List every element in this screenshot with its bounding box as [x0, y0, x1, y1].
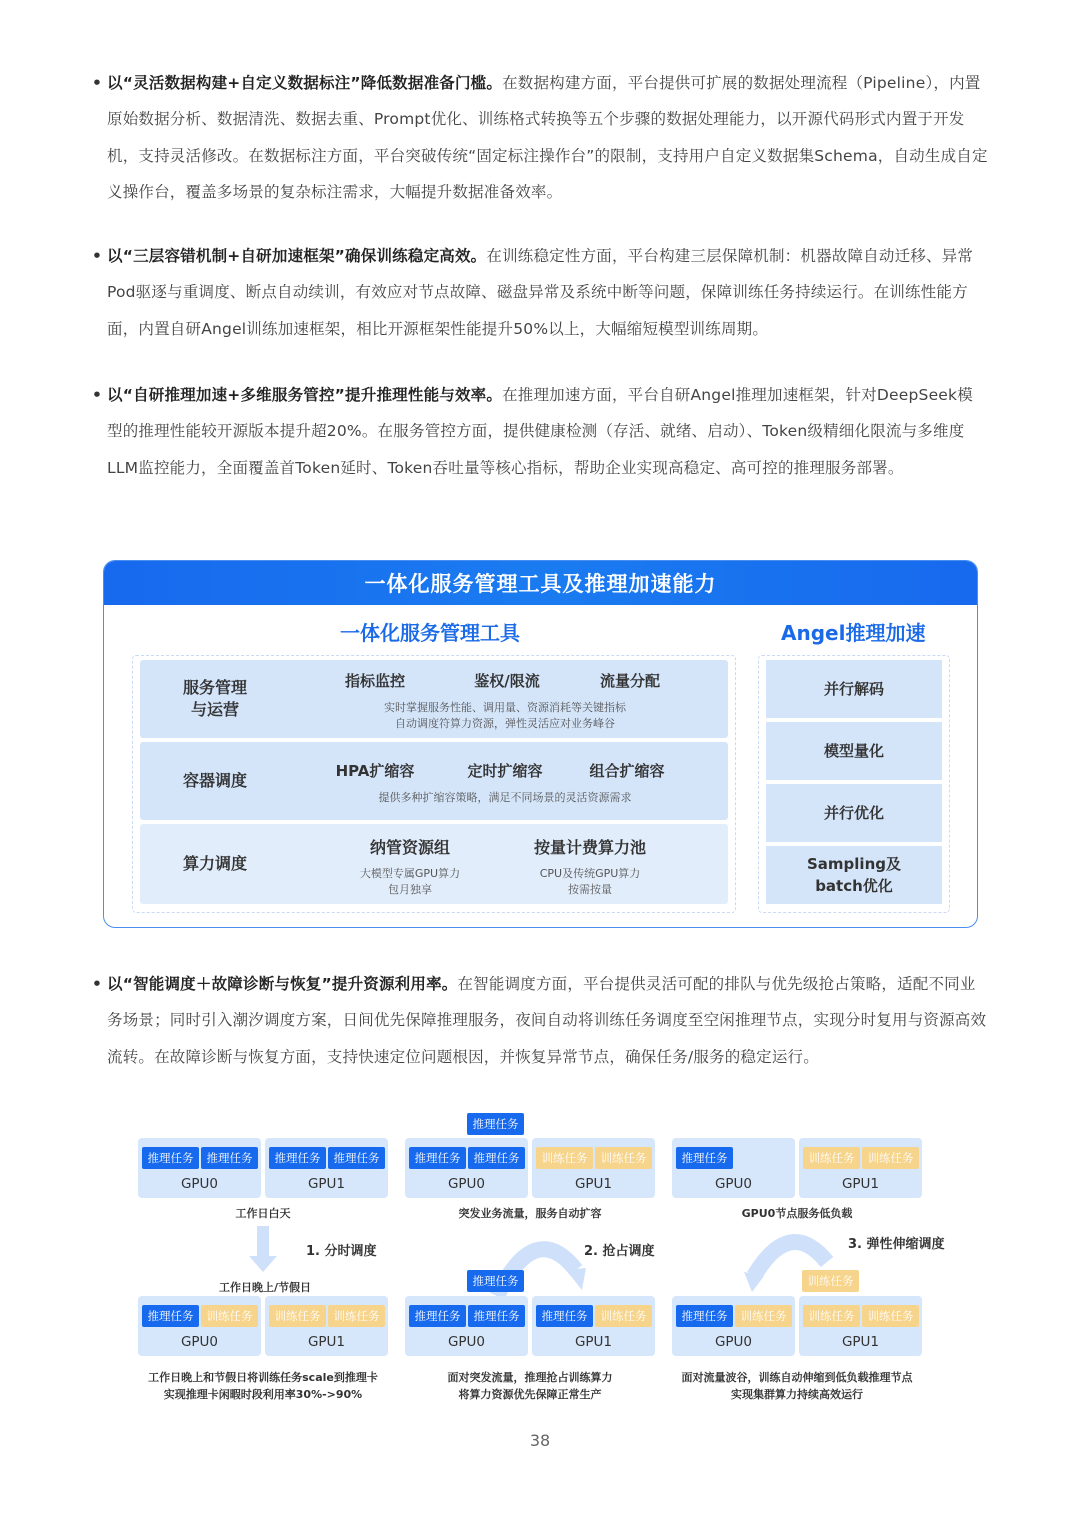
task-inference: 推理任务 — [328, 1147, 385, 1169]
task-inference: 推理任务 — [142, 1147, 199, 1169]
task-training: 训练任务 — [595, 1147, 652, 1169]
caption-line: 实现集群算力持续高效运行 — [731, 1388, 863, 1401]
row-desc: 包月独享 — [388, 883, 432, 896]
task-training: 训练任务 — [201, 1305, 258, 1327]
gpu-card — [265, 1296, 388, 1356]
paragraph-heading: 以“灵活数据构建+自定义数据标注”降低数据准备门槛。 — [107, 74, 503, 92]
task-training: 训练任务 — [269, 1305, 326, 1327]
diagram-title: 一体化服务管理工具及推理加速能力 — [104, 561, 977, 605]
gpu-label: GPU0 — [180, 1334, 219, 1350]
gpu-card — [265, 1138, 388, 1198]
row-item: 指标监控 — [344, 672, 405, 690]
row-container-scheduling — [140, 742, 728, 820]
row-desc: 提供多种扩缩容策略，满足不同场景的灵活资源需求 — [378, 791, 632, 804]
paragraph-body: 在数据构建方面，平台提供可扩展的数据处理流程（Pipeline），内置原始数据分析、数据清洗、数据去重、Prompt优化、训练格式转换等五个步骤的数据处理能力，以开源代码形式内置于开发机，支持灵活修改。在数据标注方面，平台突破传统“固定标注操作台”的限制，支持用户自定义数据集Schema，自动生成自定义操作台，覆盖多场景的复杂标注需求，大幅提升数据准备效率。 — [107, 74, 988, 201]
gpu-card — [532, 1138, 655, 1198]
task-training: 训练任务 — [862, 1305, 919, 1327]
row-label: 服务管理 与运营 — [182, 678, 247, 719]
gpu-card — [405, 1296, 528, 1356]
row-desc: 实时掌握服务性能、调用量、资源消耗等关键指标 — [384, 701, 626, 714]
paragraph-heading: 以“自研推理加速+多维服务管控”提升推理性能与效率。 — [107, 386, 503, 404]
bullet: • — [92, 975, 103, 993]
caption-line: 将算力资源优先保障正常生产 — [458, 1388, 602, 1401]
caption-line: 面对突发流量，推理抢占训练算力 — [447, 1371, 613, 1384]
paragraph-body: 在训练稳定性方面，平台构建三层保障机制：机器故障自动迁移、异常Pod驱逐与重调度、断点自动续训，有效应对节点故障、磁盘异常及系统中断等问题，保障训练任务持续运行。在训练性能方面，内置自研Angel训练加速框架，相比开源框架性能提升50%以上，大幅缩短模型训练周期。 — [107, 247, 974, 338]
row-desc: 自动调度符算力资源，弹性灵活应对业务峰谷 — [395, 717, 615, 730]
paragraph-body: 在推理加速方面，平台自研Angel推理加速框架，针对DeepSeek模型的推理性能较开源版本提升超20%。在服务管控方面，提供健康检测（存活、就绪、启动）、Token级精细化限流与多维度LLM监控能力，全面覆盖首Token延时、Token吞吐量等核心指标，帮助企业实现高稳定、高可控的推理服务部署。 — [107, 386, 973, 477]
gpu-label: GPU1 — [841, 1334, 880, 1350]
gpu-label: GPU1 — [574, 1334, 613, 1350]
gpu-card — [672, 1296, 795, 1356]
task-inference: 推理任务 — [142, 1305, 199, 1327]
gpu-card — [799, 1138, 922, 1198]
bullet: • — [92, 386, 103, 404]
down-arrow-icon — [249, 1226, 277, 1272]
gpu-label: GPU1 — [841, 1176, 880, 1192]
task-inference: 推理任务 — [269, 1147, 326, 1169]
arrow-head-icon — [744, 1272, 764, 1292]
gpu-card — [138, 1138, 261, 1198]
task-training: 训练任务 — [735, 1305, 792, 1327]
row-compute-scheduling — [140, 824, 728, 904]
row-label: 算力调度 — [182, 854, 247, 873]
row-item: 按量计费算力池 — [533, 838, 646, 857]
row-item: 定时扩缩容 — [467, 762, 543, 780]
paragraph-heading: 以“智能调度＋故障诊断与恢复”提升资源利用率。 — [107, 975, 458, 993]
task-inference: 推理任务 — [467, 1113, 524, 1135]
row-item: 纳管资源组 — [369, 838, 450, 857]
gpu-card — [138, 1296, 261, 1356]
angel-item-parallel-decoding: 并行解码 — [766, 660, 942, 718]
left-section-title: 一体化服务管理工具 — [340, 621, 520, 645]
task-training: 训练任务 — [802, 1270, 859, 1292]
task-inference: 推理任务 — [468, 1305, 525, 1327]
gpu-card — [532, 1296, 655, 1356]
caption-line: 实现推理卡闲暇时段利用率30%->90% — [163, 1388, 363, 1401]
service-management-diagram — [103, 560, 978, 928]
caption-line: 面对流量波谷，训练自动伸缩到低负载推理节点 — [681, 1371, 913, 1384]
step-label: 2. 抢占调度 — [584, 1244, 655, 1259]
gpu-label: GPU1 — [307, 1334, 346, 1350]
row-item: 流量分配 — [599, 672, 660, 690]
task-training: 训练任务 — [803, 1147, 860, 1169]
paragraph-data-construction — [92, 65, 988, 210]
angel-item-parallel-optimization: 并行优化 — [766, 784, 942, 842]
bullet: • — [92, 247, 103, 265]
gpu-label: GPU0 — [714, 1176, 753, 1192]
task-inference: 推理任务 — [468, 1147, 525, 1169]
task-inference: 推理任务 — [536, 1305, 593, 1327]
bullet: • — [92, 74, 103, 92]
caption: 工作日白天 — [235, 1207, 291, 1220]
caption-line: 工作日晚上和节假日将训练任务scale到推理卡 — [148, 1371, 378, 1384]
task-inference: 推理任务 — [676, 1305, 733, 1327]
row-item: HPA扩缩容 — [335, 762, 415, 780]
paragraph-body: 在智能调度方面，平台提供灵活可配的排队与优先级抢占策略，适配不同业务场景；同时引入潮汐调度方案，日间优先保障推理服务，夜间自动将训练任务调度至空闲推理节点，实现分时复用与资源高效流转。在故障诊断与恢复方面，支持快速定位问题根因，并恢复异常节点，确保任务/服务的稳定运行。 — [107, 975, 987, 1066]
task-inference: 推理任务 — [409, 1305, 466, 1327]
bottom-caption — [128, 1369, 398, 1403]
gpu-label: GPU0 — [180, 1176, 219, 1192]
step-label: 3. 弹性伸缩调度 — [848, 1237, 945, 1252]
row-label: 容器调度 — [182, 771, 247, 790]
right-section-title: Angel推理加速 — [781, 621, 926, 645]
row-item: 组合扩缩容 — [589, 762, 665, 780]
arrow-head-icon — [566, 1268, 586, 1290]
angel-item-quantization: 模型量化 — [766, 722, 942, 780]
page-number: 38 — [529, 1431, 551, 1450]
step-label: 1. 分时调度 — [306, 1244, 377, 1259]
task-inference: 推理任务 — [467, 1270, 524, 1292]
gpu-label: GPU0 — [447, 1334, 486, 1350]
gpu-label: GPU1 — [307, 1176, 346, 1192]
bottom-caption — [395, 1369, 665, 1403]
row-desc: 大模型专属GPU算力 — [359, 867, 461, 880]
gpu-label: GPU1 — [574, 1176, 613, 1192]
task-inference: 推理任务 — [201, 1147, 258, 1169]
row-item: 鉴权/限流 — [474, 672, 540, 690]
row-desc: CPU及传统GPU算力 — [539, 867, 641, 880]
gpu-label: GPU0 — [447, 1176, 486, 1192]
task-inference: 推理任务 — [409, 1147, 466, 1169]
gpu-card — [672, 1138, 795, 1198]
row-service-ops — [140, 660, 728, 738]
angel-item-sampling: Sampling及 batch优化 — [766, 846, 942, 904]
paragraph-scheduling — [92, 966, 988, 1075]
paragraph-inference — [92, 377, 988, 486]
task-inference: 推理任务 — [676, 1147, 733, 1169]
gpu-label: GPU0 — [714, 1334, 753, 1350]
gpu-card — [405, 1138, 528, 1198]
paragraph-fault-tolerance — [92, 238, 988, 347]
task-training: 训练任务 — [328, 1305, 385, 1327]
caption: GPU0节点服务低负载 — [741, 1207, 853, 1220]
caption: 突发业务流量，服务自动扩容 — [458, 1207, 602, 1220]
bottom-caption — [662, 1369, 932, 1403]
gpu-card — [799, 1296, 922, 1356]
row-desc: 按需按量 — [568, 883, 612, 896]
paragraph-heading: 以“三层容错机制+自研加速框架”确保训练稳定高效。 — [107, 247, 487, 265]
task-training: 训练任务 — [862, 1147, 919, 1169]
caption: 工作日晚上/节假日 — [218, 1281, 312, 1294]
task-training: 训练任务 — [803, 1305, 860, 1327]
task-training: 训练任务 — [595, 1305, 652, 1327]
task-training: 训练任务 — [536, 1147, 593, 1169]
